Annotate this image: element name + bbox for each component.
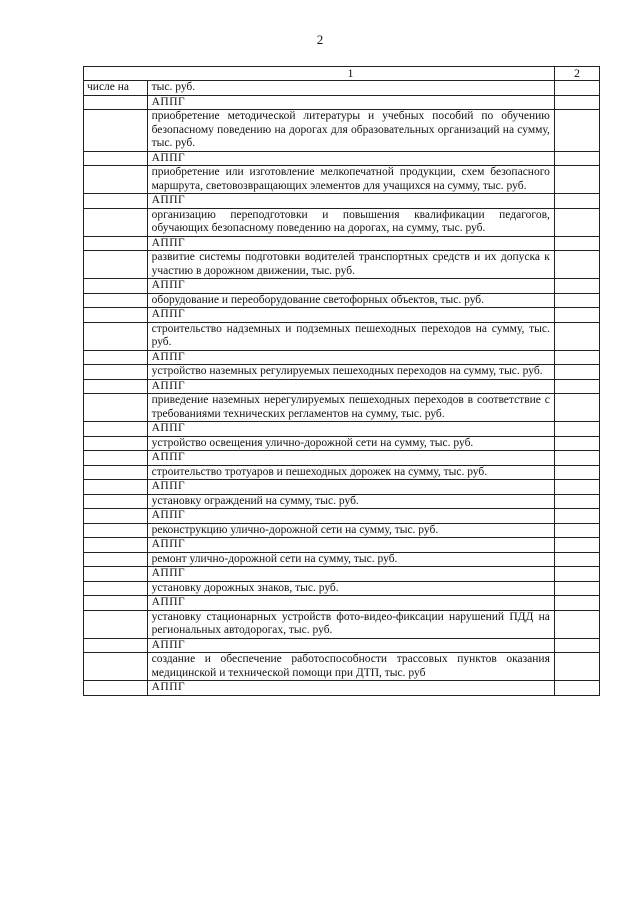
header-spacer-cell (84, 67, 148, 81)
table-row (84, 480, 600, 495)
side-empty-cell (84, 494, 148, 509)
row-value (554, 596, 599, 611)
row-description: устройство наземных регулируемых пешеходных переходов на сумму, тыс. руб. (147, 365, 554, 380)
table-row (84, 681, 600, 696)
row-value (554, 350, 599, 365)
header-col-1: 1 (147, 67, 554, 81)
table-row (84, 251, 600, 279)
row-description: АППГ (147, 194, 554, 209)
side-label-cell: числе на (84, 81, 148, 96)
row-value (554, 610, 599, 638)
table-row (84, 322, 600, 350)
row-value (554, 95, 599, 110)
table-row (84, 494, 600, 509)
row-description: АППГ (147, 681, 554, 696)
row-description: приведение наземных нерегулируемых пешеходных переходов в соответствие с требованиями технических регламентов на сумму, тыс. руб. (147, 394, 554, 422)
table-row (84, 110, 600, 152)
row-description: устройство освещения улично-дорожной сети на сумму, тыс. руб. (147, 436, 554, 451)
table-row (84, 596, 600, 611)
table-row (84, 95, 600, 110)
side-empty-cell (84, 194, 148, 209)
row-value (554, 251, 599, 279)
side-empty-cell (84, 236, 148, 251)
side-empty-cell (84, 208, 148, 236)
row-description: АППГ (147, 236, 554, 251)
table-row (84, 523, 600, 538)
row-description: АППГ (147, 95, 554, 110)
table-row (84, 610, 600, 638)
row-value (554, 436, 599, 451)
row-value (554, 379, 599, 394)
document-table (83, 66, 600, 696)
row-description: АППГ (147, 538, 554, 553)
table-row (84, 509, 600, 524)
side-empty-cell (84, 110, 148, 152)
header-col-2: 2 (554, 67, 599, 81)
table-row (84, 379, 600, 394)
row-value (554, 293, 599, 308)
side-empty-cell (84, 436, 148, 451)
table-row (84, 308, 600, 323)
table-row (84, 365, 600, 380)
row-value (554, 538, 599, 553)
table-row (84, 581, 600, 596)
side-empty-cell (84, 451, 148, 466)
row-description: установку дорожных знаков, тыс. руб. (147, 581, 554, 596)
side-empty-cell (84, 567, 148, 582)
row-value (554, 322, 599, 350)
side-empty-cell (84, 308, 148, 323)
side-empty-cell (84, 465, 148, 480)
table-row (84, 567, 600, 582)
side-empty-cell (84, 581, 148, 596)
row-value (554, 166, 599, 194)
table-row (84, 552, 600, 567)
table-row (84, 81, 600, 96)
row-value (554, 394, 599, 422)
side-empty-cell (84, 95, 148, 110)
table-row (84, 465, 600, 480)
side-empty-cell (84, 151, 148, 166)
side-empty-cell (84, 350, 148, 365)
side-empty-cell (84, 394, 148, 422)
side-empty-cell (84, 322, 148, 350)
row-value (554, 279, 599, 294)
side-empty-cell (84, 552, 148, 567)
table-row (84, 350, 600, 365)
table-row (84, 451, 600, 466)
row-value (554, 451, 599, 466)
row-description: АППГ (147, 422, 554, 437)
row-description: строительство тротуаров и пешеходных дорожек на сумму, тыс. руб. (147, 465, 554, 480)
side-empty-cell (84, 509, 148, 524)
row-description: оборудование и переоборудование светофорных объектов, тыс. руб. (147, 293, 554, 308)
row-value (554, 581, 599, 596)
row-value (554, 236, 599, 251)
table-row (84, 638, 600, 653)
row-description: АППГ (147, 596, 554, 611)
row-description: АППГ (147, 480, 554, 495)
side-empty-cell (84, 596, 148, 611)
side-empty-cell (84, 379, 148, 394)
row-value (554, 422, 599, 437)
side-empty-cell (84, 638, 148, 653)
table-row (84, 194, 600, 209)
side-empty-cell (84, 610, 148, 638)
row-description: тыс. руб. (147, 81, 554, 96)
table-header-row (84, 67, 600, 81)
row-description: развитие системы подготовки водителей транспортных средств и их допуска к участию в дорожном движении, тыс. руб. (147, 251, 554, 279)
row-value (554, 208, 599, 236)
side-empty-cell (84, 251, 148, 279)
row-value (554, 81, 599, 96)
row-value (554, 480, 599, 495)
row-description: АППГ (147, 567, 554, 582)
row-description: приобретение методической литературы и учебных пособий по обучению безопасному поведению на дорогах для образовательных организаций на сумму, тыс. руб. (147, 110, 554, 152)
row-value (554, 494, 599, 509)
table-row (84, 293, 600, 308)
table-row (84, 166, 600, 194)
row-description: АППГ (147, 509, 554, 524)
side-empty-cell (84, 653, 148, 681)
row-description: АППГ (147, 350, 554, 365)
table-row (84, 236, 600, 251)
row-description: установку стационарных устройств фото-видео-фиксации нарушений ПДД на региональных автодорогах, тыс. руб. (147, 610, 554, 638)
row-value (554, 567, 599, 582)
table-row (84, 208, 600, 236)
row-value (554, 638, 599, 653)
row-description: АППГ (147, 151, 554, 166)
row-description: АППГ (147, 279, 554, 294)
row-description: реконструкцию улично-дорожной сети на сумму, тыс. руб. (147, 523, 554, 538)
table-row (84, 436, 600, 451)
side-empty-cell (84, 365, 148, 380)
row-description: АППГ (147, 308, 554, 323)
table-row (84, 279, 600, 294)
side-empty-cell (84, 480, 148, 495)
row-value (554, 194, 599, 209)
side-empty-cell (84, 523, 148, 538)
table-row (84, 151, 600, 166)
side-empty-cell (84, 681, 148, 696)
row-value (554, 681, 599, 696)
row-value (554, 110, 599, 152)
row-value (554, 653, 599, 681)
side-empty-cell (84, 166, 148, 194)
row-description: установку ограждений на сумму, тыс. руб. (147, 494, 554, 509)
side-empty-cell (84, 279, 148, 294)
table-row (84, 653, 600, 681)
table-row (84, 422, 600, 437)
row-value (554, 465, 599, 480)
row-value (554, 523, 599, 538)
row-value (554, 552, 599, 567)
row-description: АППГ (147, 638, 554, 653)
page-number: 2 (316, 32, 324, 47)
row-description: ремонт улично-дорожной сети на сумму, тыс. руб. (147, 552, 554, 567)
row-value (554, 308, 599, 323)
side-empty-cell (84, 293, 148, 308)
row-description: создание и обеспечение работоспособности трассовых пунктов оказания медицинской и технической помощи при ДТП, тыс. руб (147, 653, 554, 681)
side-empty-cell (84, 422, 148, 437)
row-description: приобретение или изготовление мелкопечатной продукции, схем безопасного маршрута, световозвращающих элементов для учащихся на сумму, тыс. руб. (147, 166, 554, 194)
row-description: АППГ (147, 451, 554, 466)
side-empty-cell (84, 538, 148, 553)
table-row (84, 394, 600, 422)
row-value (554, 151, 599, 166)
row-description: строительство надземных и подземных пешеходных переходов на сумму, тыс. руб. (147, 322, 554, 350)
row-description: организацию переподготовки и повышения квалификации педагогов, обучающих безопасному поведению на дорогах, на сумму, тыс. руб. (147, 208, 554, 236)
row-value (554, 365, 599, 380)
table-row (84, 538, 600, 553)
row-value (554, 509, 599, 524)
row-description: АППГ (147, 379, 554, 394)
